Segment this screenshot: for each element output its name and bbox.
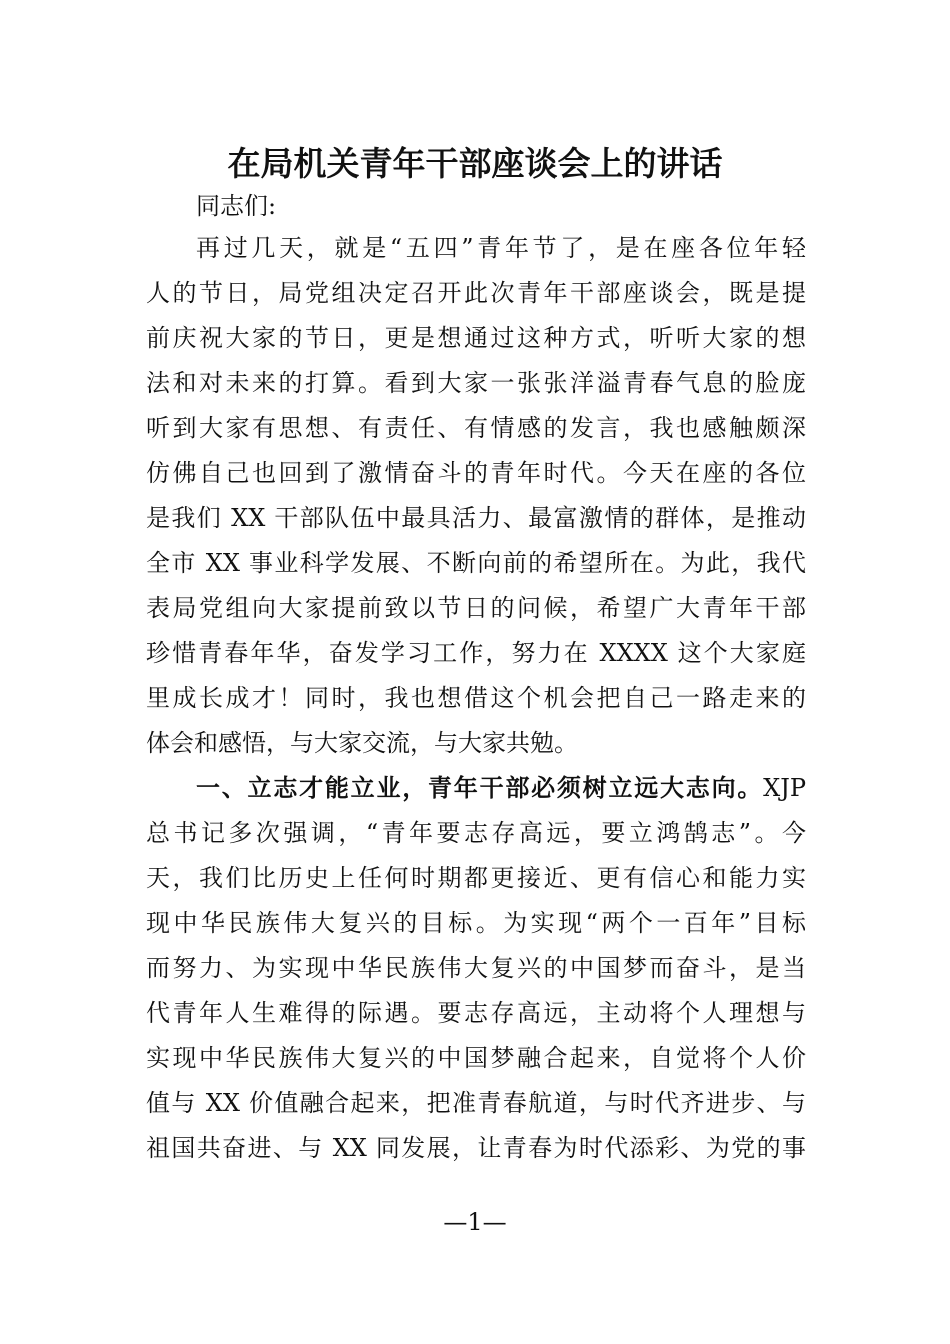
section1-line: 值与 XX 价值融合起来，把准青春航道，与时代齐进步、与 <box>146 1089 806 1117</box>
section1-line: 总书记多次强调，“青年要志存高远，要立鸿鹄志”。今 <box>146 819 806 847</box>
section1-line: 天，我们比历史上任何时期都更接近、更有信心和能力实 <box>146 864 806 892</box>
page-number: —1— <box>443 1208 507 1236</box>
paragraph1-line: 表局党组向大家提前致以节日的问候，希望广大青年干部 <box>146 594 806 622</box>
section1-line: 实现中华民族伟大复兴的中国梦融合起来，自觉将个人价 <box>146 1044 806 1072</box>
greeting: 同志们: <box>196 192 277 220</box>
paragraph1-line: 听到大家有思想、有责任、有情感的发言，我也感触颇深 <box>146 414 806 442</box>
paragraph1-line: 里成长成才！同时，我也想借这个机会把自己一路走来的 <box>146 684 806 712</box>
document-title: 在局机关青年干部座谈会上的讲话 <box>227 144 723 183</box>
paragraph1-line: 人的节日，局党组决定召开此次青年干部座谈会，既是提 <box>146 279 806 307</box>
paragraph1-line: 珍惜青春年华，奋发学习工作，努力在 XXXX 这个大家庭 <box>146 639 806 667</box>
section1-line: 祖国共奋进、与 XX 同发展，让青春为时代添彩、为党的事 <box>146 1134 806 1162</box>
paragraph1-line: 前庆祝大家的节日，更是想通过这种方式，听听大家的想 <box>146 324 806 352</box>
paragraph1-line: 体会和感悟，与大家交流，与大家共勉。 <box>146 729 578 757</box>
section1-line: 现中华民族伟大复兴的目标。为实现“两个一百年”目标 <box>146 909 806 937</box>
paragraph1-line: 全市 XX 事业科学发展、不断向前的希望所在。为此，我代 <box>146 549 806 577</box>
paragraph1-line: 法和对未来的打算。看到大家一张张洋溢青春气息的脸庞 <box>146 369 806 397</box>
paragraph1-line: 再过几天，就是“五四”青年节了，是在座各位年轻 <box>196 234 806 262</box>
section1-first-tail: XJP <box>763 774 806 802</box>
section1-heading: 一、立志才能立业，青年干部必须树立远大志向。 <box>196 774 764 802</box>
section1-line: 代青年人生难得的际遇。要志存高远，主动将个人理想与 <box>146 999 806 1027</box>
paragraph1-line: 是我们 XX 干部队伍中最具活力、最富激情的群体，是推动 <box>146 504 806 532</box>
section1-first-line <box>196 772 806 804</box>
paragraph1-line: 仿佛自己也回到了激情奋斗的青年时代。今天在座的各位 <box>146 459 806 487</box>
section1-line: 而努力、为实现中华民族伟大复兴的中国梦而奋斗，是当 <box>146 954 806 982</box>
